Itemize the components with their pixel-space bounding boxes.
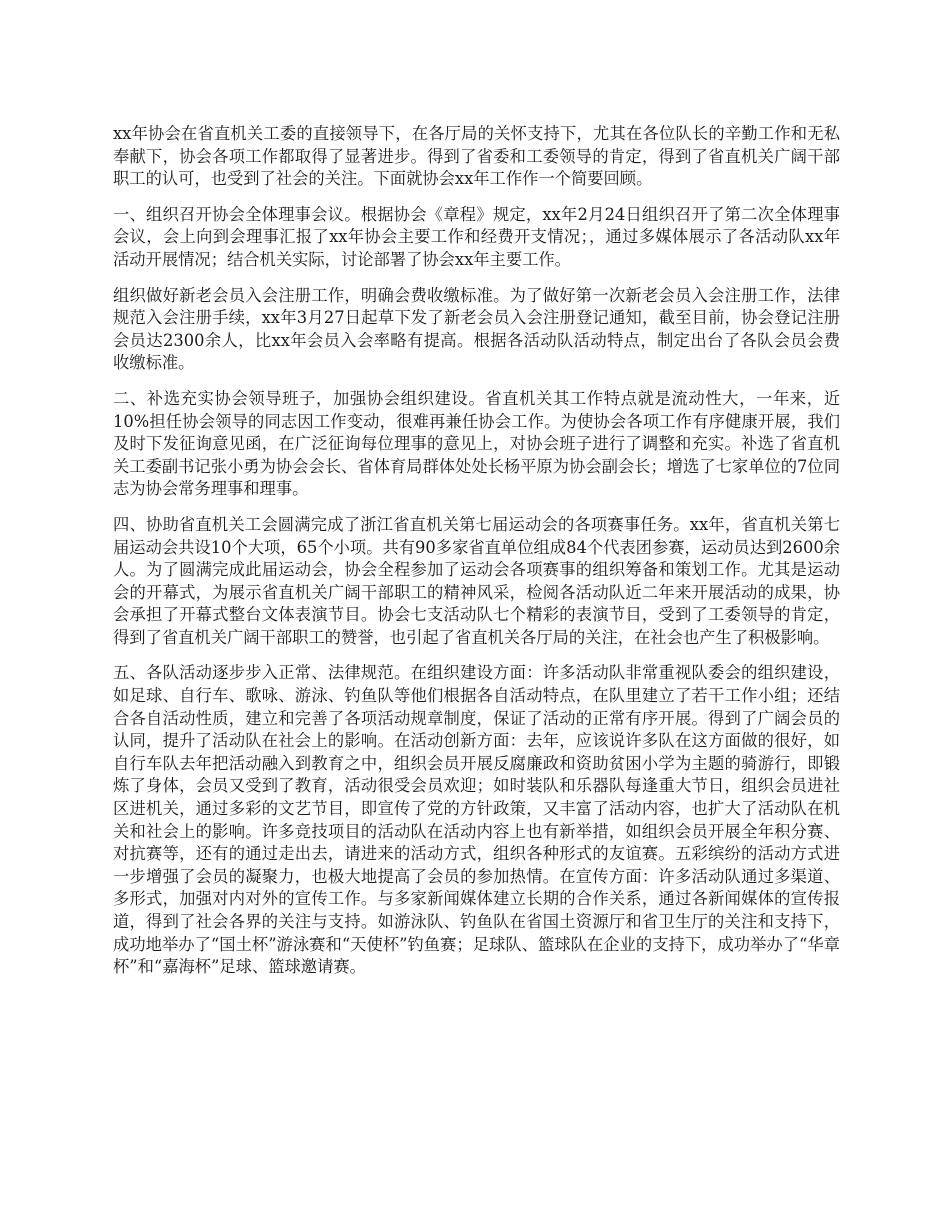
paragraph-intro: xx年协会在省直机关工委的直接领导下，在各厅局的关怀支持下，尤其在各位队长的辛勤工作和无私奉献下，协会各项工作都取得了显著进步。得到了省委和工委领导的肯定，得到了省直机关广阔干部职工的认可，也受到了社会的关注。下面就协会xx年工作作一个简要回顾。 (113, 124, 840, 189)
paragraph-sports-meeting: 四、协助省直机关工会圆满完成了浙江省直机关第七届运动会的各项赛事任务。xx年，省直机关第七届运动会共设10个大项，65个小项。共有90多家省直单位组成84个代表团参赛，运动员达到2600余人。为了圆满完成此届运动会，协会全程参加了运动会各项赛事的组织筹备和策划工作。尤其是运动会的开幕式，为展示省直机关广阔干部职工的精神风采，检阅各活动队近二年来开展活动的成果，协会承担了开幕式整台文体表演节目。协会七支活动队七个精彩的表演节目，受到了工委领导的肯定，得到了省直机关广阔干部职工的赞誉，也引起了省直机关各厅局的关注，在社会也产生了积极影响。 (113, 514, 840, 647)
paragraph-leadership: 二、补选充实协会领导班子，加强协会组织建设。省直机关其工作特点就是流动性大，一年来，近10%担任协会领导的同志因工作变动，很难再兼任协会工作。为使协会各项工作有序健康开展，我们及时下发征询意见函，在广泛征询每位理事的意见上，对协会班子进行了调整和充实。补选了省直机关工委副书记张小勇为协会会长、省体育局群体处处长杨平原为协会副会长；增选了七家单位的7位同志为协会常务理事和理事。 (113, 388, 840, 499)
document-body (113, 123, 840, 992)
paragraph-member-registration: 组织做好新老会员入会注册工作，明确会费收缴标准。为了做好第一次新老会员入会注册工作，法律规范入会注册手续，xx年3月27日起草下发了新老会员入会注册登记通知，截至目前，协会登记注册会员达2300余人，比xx年会员入会率略有提高。根据各活动队活动特点，制定出台了各队会员会费收缴标准。 (113, 285, 840, 373)
paragraph-council-meeting: 一、组织召开协会全体理事会议。根据协会《章程》规定，xx年2月24日组织召开了第二次全体理事会议，会上向到会理事汇报了xx年协会主要工作和经费开支情况；，通过多媒体展示了各活动队xx年活动开展情况；结合机关实际，讨论部署了协会xx年主要工作。 (113, 204, 840, 269)
paragraph-team-activities: 五、各队活动逐步步入正常、法律规范。在组织建设方面：许多活动队非常重视队委会的组织建设，如足球、自行车、歌咏、游泳、钓鱼队等他们根据各自活动特点，在队里建立了若干工作小组；还结合各自活动性质，建立和完善了各项活动规章制度，保证了活动的正常有序开展。得到了广阔会员的认同，提升了活动队在社会上的影响。在活动创新方面：去年，应该说许多队在这方面做的很好，如自行车队去年把活动融入到教育之中，组织会员开展反腐廉政和资助贫困小学为主题的骑游行，即锻炼了身体，会员又受到了教育，活动很受会员欢迎；如时装队和乐器队每逢重大节日，组织会员进社区进机关，通过多彩的文艺节目，即宣传了党的方针政策，又丰富了活动内容，也扩大了活动队在机关和社会上的影响。许多竞技项目的活动队在活动内容上也有新举措，如组织会员开展全年积分赛、对抗赛等，还有的通过走出去，请进来的活动方式，组织各种形式的友谊赛。五彩缤纷的活动方式进一步增强了会员的凝聚力，也极大地提高了会员的参加热情。在宣传方面：许多活动队通过多渠道、多形式，加强对内对外的宣传工作。与多家新闻媒体建立长期的合作关系，通过各新闻媒体的宣传报道，得到了社会各界的关注与支持。如游泳队、钓鱼队在省国土资源厅和省卫生厅的关注和支持下，成功地举办了“国土杯”游泳赛和“天使杯”钓鱼赛；足球队、篮球队在企业的支持下，成功举办了“华章杯”和“嘉海杯”足球、篮球邀请赛。 (113, 663, 840, 977)
